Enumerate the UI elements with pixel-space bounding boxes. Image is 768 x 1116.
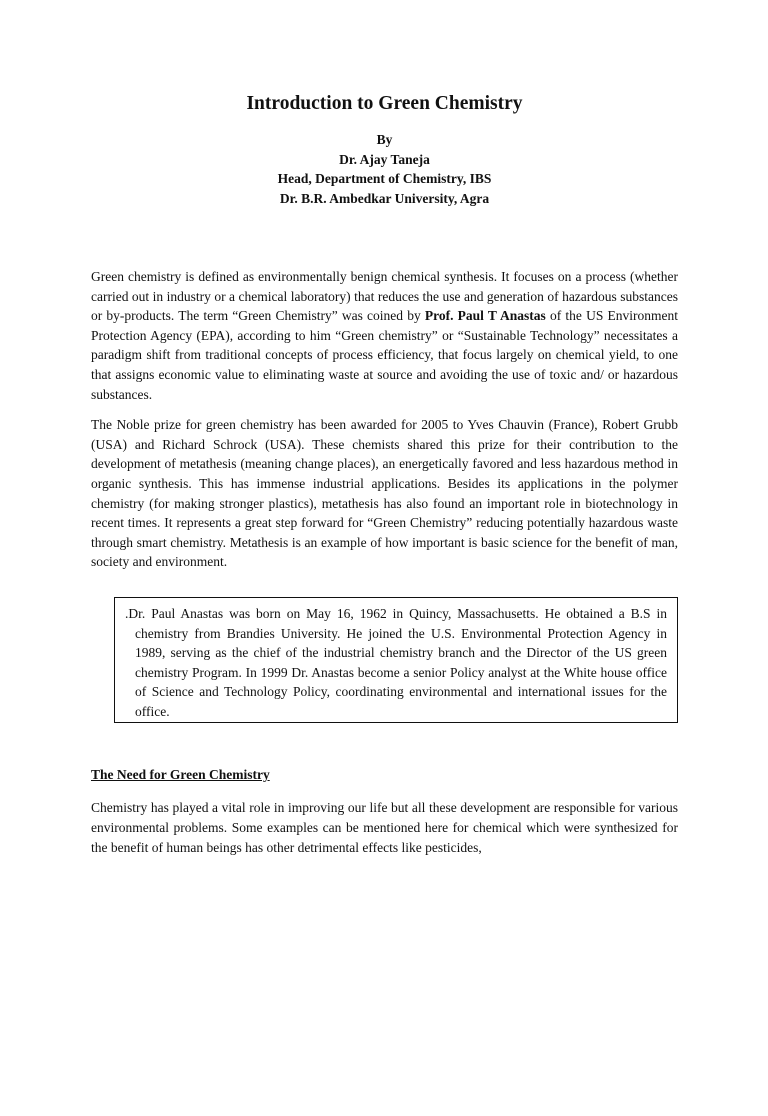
byline-author: Dr. Ajay Taneja <box>339 151 430 167</box>
byline <box>91 130 678 208</box>
section-heading-need: The Need for Green Chemistry <box>91 767 270 783</box>
boxed-note-anastas: .Dr. Paul Anastas was born on May 16, 1962 in Quincy, Massachusetts. He obtained a B.S in chemistry from Brandies University. He joined the U.S. Environmental Protection Agency in 1989, serving as the chief of the industrial chemistry branch and the Director of the US green chemistry Program. In 1999 Dr. Anastas become a senior Policy analyst at the White house office of Science and Technology Policy, coordinating environmental and international issues for the office. <box>114 597 678 724</box>
byline-position: Head, Department of Chemistry, IBS <box>277 171 492 186</box>
paragraph-definition-text-after: of the US Environment Protection Agency (EPA), according to him “Green chemistry” or “Sustainable Technology” necessitates a paradigm shift from traditional concepts of process efficiency, that focus largely on chemical yield, to one that assigns economic value to eliminating waste at source and avoiding the use of toxic and/ or hazardous substances. <box>91 308 678 402</box>
paragraph-definition <box>91 267 678 404</box>
paragraph-definition-text-before: Green chemistry is defined as environmentally benign chemical synthesis. It focuses on a process (whether carried out in industry or a chemical laboratory) that reduces the use and generation of hazardous substances or by-products. The term “Green Chemistry” was coined by <box>91 269 678 324</box>
paragraph-need: Chemistry has played a vital role in improving our life but all these development are responsible for various environmental problems. Some examples can be mentioned here for chemical which were synthesized for the benefit of human beings has other detrimental effects like pesticides, <box>91 800 678 855</box>
byline-institution: Dr. B.R. Ambedkar University, Agra <box>279 190 490 206</box>
byline-by: By <box>376 132 393 147</box>
paragraph-nobel-prize: The Noble prize for green chemistry has been awarded for 2005 to Yves Chauvin (France), Robert Grubb (USA) and Richard Schrock (USA). These chemists shared this prize for their contribution to the development of metathesis (meaning change places), an energetically favored and less hazardous method in organic synthesis. This has immense industrial applications. Besides its applications in the polymer chemistry (for making stronger plastics), metathesis has also found an important role in biotechnology in recent times. It represents a great step forward for “Green Chemistry” reducing potentially hazardous waste through smart chemistry. Metathesis is an example of how important is basic science for the benefit of man, society and environment. <box>91 417 678 570</box>
document-page <box>0 92 768 1116</box>
paragraph-definition-bold-name: Prof. Paul T Anastas <box>424 308 546 324</box>
document-title: Introduction to Green Chemistry <box>246 93 523 114</box>
